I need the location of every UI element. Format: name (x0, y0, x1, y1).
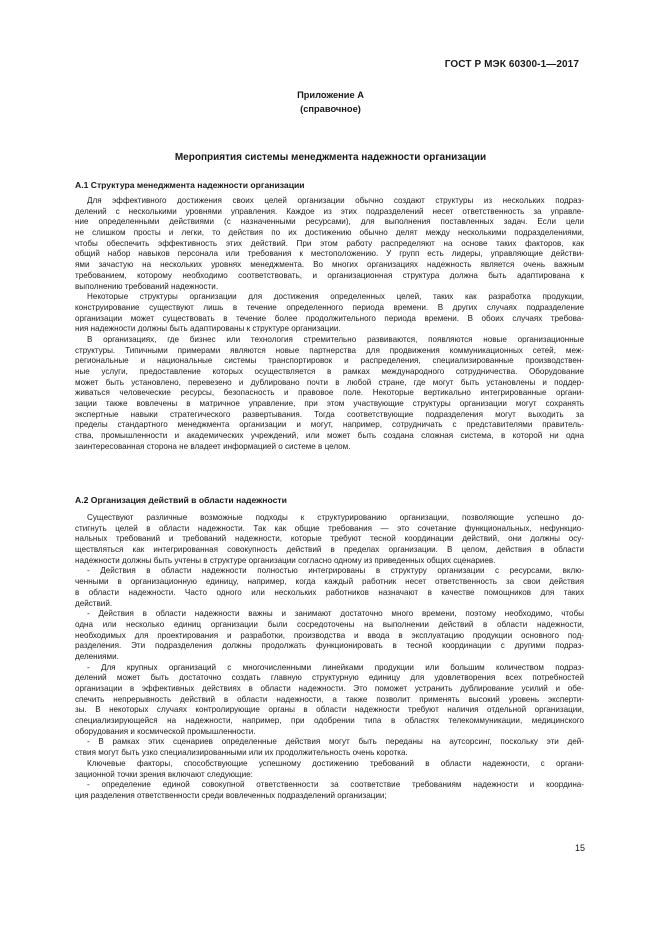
text-line: одна или несколько единиц организации были сосредоточены на выполнении действий в области надежности, (75, 619, 584, 629)
text-line: может быть установлено, перевезено и дублировано почти в любой стране, где могут быть установлены и поддер- (75, 377, 584, 387)
main-title: Мероприятия системы менеджмента надежности организации (174, 152, 487, 163)
text-line: ства, промышленности и академических учреждений, или может быть создана сложная система, в которой ни одна (75, 431, 584, 441)
page-number: 15 (574, 843, 585, 853)
text-line: ствия могут быть узко специализированными или их продолжительность очень коротка. (75, 748, 408, 758)
text-line: требованием, которому необходимо соответствовать, и организационная структура должна быть адаптирована к (75, 270, 584, 280)
text-line: разделения. Эти подразделения должны продолжать функционировать в тесной координации с другими подраз- (75, 641, 584, 651)
text-line: чтобы обеспечить эффективность этих действий. При этом работу распределяют на основе таких факторов, как (75, 238, 584, 248)
section-2-heading: А.2 Организация действий в области надежности (75, 495, 287, 505)
text-line: не слишком просты и легки, то действия по их достижению обычно делят между несколькими подразделениями, (75, 228, 584, 238)
text-line: ние определенными действиями (с назначенными ресурсами), для выполнения поставленных задач. Если цели (75, 217, 584, 227)
section-1-heading: А.1 Структура менеджмента надежности организации (75, 180, 305, 190)
text-line: зации также вовлечены в матричное управление, при этом участвующие структуры организации могут сохранять (75, 399, 584, 409)
text-line: оборудования и космической промышленности. (75, 726, 256, 736)
text-line: делений может быть достаточно создать главную структурную единицу для удовлетворения всех потребностей (75, 673, 584, 683)
text-line: ция разделения ответственности среди вовлеченных подразделений организации; (75, 790, 387, 800)
text-line: пределы стандартного менеджмента организации и могут, например, сотрудничать с представителями правитель- (75, 420, 584, 430)
text-line: зационной точки зрения включают следующие: (75, 769, 253, 779)
text-line: выполнению требований надежности. (75, 281, 219, 291)
text-line: зы. В некоторых случаях контролирующие органы в области надежности требуют наличия отдельной организации, (75, 705, 584, 715)
text-line: надежности должны быть учтены в структуре организации согласно одному из приведенных общих сценариев. (75, 555, 496, 565)
text-line: в области надежности. Часто одного или нескольких работников назначают в качестве помощников для таких (75, 587, 584, 597)
text-line: делений с несколькими уровнями управления. Каждое из этих подразделений несет ответственность за управле- (75, 206, 584, 216)
text-line: специализирующейся на надежности, например, при одобрении типа в областях телекоммуникации, медицинского (75, 716, 584, 726)
text-line: ществляться как интегрированная совокупность действий в пределах организации. В целом, действия в области (75, 545, 584, 555)
text-line: - В рамках этих сценариев определенные действия могут быть переданы на аутсорсинг, поскольку эти дей- (87, 737, 584, 747)
text-line: - Действия в области надежности важны и занимают достаточно много времени, поэтому необходимо, чтобы (87, 609, 584, 619)
text-line: организации может существовать в течение более продолжительного периода времени. В обоих случаях требова- (75, 313, 584, 323)
text-line: ями зачастую на нескольких уровнях менеджмента. Во многих организациях надежность является очень важным (75, 260, 584, 270)
text-line: - Для крупных организаций с многочисленными линейками продукции или большим количеством подраз- (87, 662, 584, 672)
text-line: живаться человеческие ресурсы, безопасность и правовое поле. Некоторые вертикально интегрированные органи- (75, 388, 584, 398)
text-line: общий набор навыков персонала или требования к местоположению. У групп есть лидеры, управляющие действи- (75, 249, 584, 259)
text-line: спечить непрерывность действий в области надежности, а также позволит применять высокий уровень эксперти- (75, 694, 584, 704)
text-line: Некоторые структуры организации для достижения определенных целей, таких как разработка продукции, (87, 292, 584, 302)
text-line: структуры. Типичными примерами являются новые партнерства для продвижения коммуникационных сетей, меж- (75, 345, 584, 355)
text-line: - Действия в области надежности полностью интегрированы в структуру организации с ресурсами, вклю- (87, 566, 584, 576)
text-line: Для эффективного достижения своих целей организации обычно создают структуры из нескольких подраз- (87, 196, 584, 205)
text-line: экспертные навыки стратегического развертывания. Тогда соответствующие подразделения могут выходить за (75, 409, 584, 419)
text-line: ные услуги, предоставление которых осуществляется в рамках международного сотрудничества. Оборудование (75, 367, 584, 376)
section-2-body (75, 513, 584, 802)
text-line: конструирование существуют лишь в течение определенного периода времени. В других случаях подразделение (75, 302, 584, 312)
text-line: Ключевые факторы, способствующие успешному достижению требований в области надежности, с органи- (87, 758, 584, 768)
text-line: ченными в организационную единицу, например, когда каждый работник несет ответственность за свои действия (75, 577, 584, 587)
text-line: делениями. (75, 651, 119, 661)
section-1-body (75, 196, 584, 453)
text-line: Существуют различные возможные подходы к структурированию организации, позволяющие успешно до- (87, 513, 584, 522)
text-line: региональные и национальные системы транспортировок и распределения, специализированные производствен- (75, 356, 584, 366)
text-line: нальных требований и требований надежности, которые требуют тесной координации действий, они должны осу- (75, 534, 584, 544)
text-line: ния надежности должны быть адаптированы к структуре организации. (75, 324, 341, 334)
annex-subtitle: (справочное) (300, 104, 361, 114)
annex-title: Приложение А (297, 90, 364, 100)
text-line: - определение единой совокупной ответственности за соответствие требованиям надежности и координа- (87, 780, 584, 790)
text-line: организации в эффективных действиях в области надежности. Это поможет устранить дублирование усилий и обе- (75, 684, 584, 693)
standard-code: ГОСТ Р МЭК 60300-1—2017 (444, 59, 579, 70)
text-line: необходимых для проектирования и разработки, производства и ввода в эксплуатацию продукции основного под- (75, 630, 584, 640)
text-line: стигнуть целей в области надежности. Так как общие требования — это сочетание функциональных, нефункцио- (75, 523, 584, 533)
text-line: действий. (75, 598, 113, 608)
text-line: В организациях, где бизнес или технология стремительно развиваются, появляются новые организационные (87, 334, 584, 344)
text-line: заинтересованная сторона не владеет информацией о системе в целом. (75, 441, 351, 451)
